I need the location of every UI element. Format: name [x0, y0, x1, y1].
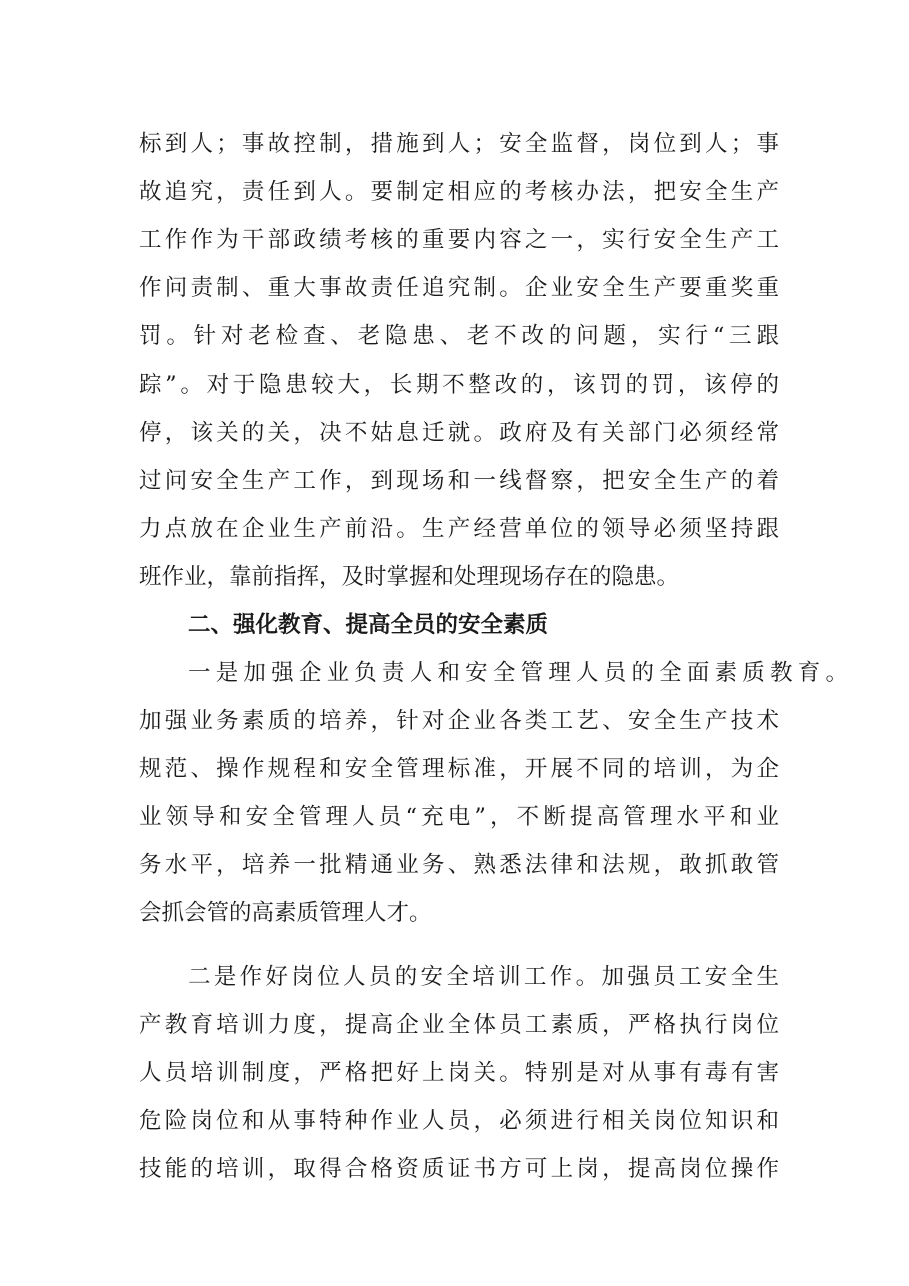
text-line: 会抓会管的高素质管理人才。: [139, 900, 432, 926]
text-line: 力点放在企业生产前沿。生产经营单位的领导必须坚持跟: [139, 516, 779, 542]
text-line: 停，该关的关，决不姑息迁就。政府及有关部门必须经常: [139, 420, 779, 446]
text-line: 罚。针对老检查、老隐患、老不改的问题，实行“三跟: [139, 323, 779, 349]
text-line: 技能的培训，取得合格资质证书方可上岗，提高岗位操作: [139, 1156, 779, 1182]
text-line: 业领导和安全管理人员“充电”，不断提高管理水平和业: [139, 804, 779, 830]
text-line: 工作作为干部政绩考核的重要内容之一，实行安全生产工: [139, 227, 779, 253]
text-line: 二是作好岗位人员的安全培训工作。加强员工安全生: [188, 964, 779, 990]
text-line: 作问责制、重大事故责任追究制。企业安全生产要重奖重: [139, 275, 779, 301]
text-line: 踪”。对于隐患较大，长期不整改的，该罚的罚，该停的: [139, 372, 779, 398]
section-heading: 二、强化教育、提高全员的安全素质: [188, 612, 549, 638]
text-line: 规范、操作规程和安全管理标准，开展不同的培训，为企: [139, 756, 779, 782]
text-line: 标到人；事故控制，措施到人；安全监督，岗位到人；事: [139, 131, 779, 157]
text-line: 故追究，责任到人。要制定相应的考核办法，把安全生产: [139, 179, 779, 205]
text-line: 一是加强企业负责人和安全管理人员的全面素质教育。: [188, 660, 848, 686]
text-line: 加强业务素质的培养，针对企业各类工艺、安全生产技术: [139, 708, 779, 734]
text-line: 务水平，培养一批精通业务、熟悉法律和法规，敢抓敢管: [139, 852, 779, 878]
text-line: 危险岗位和从事特种作业人员，必须进行相关岗位知识和: [139, 1108, 779, 1134]
text-line: 过问安全生产工作，到现场和一线督察，把安全生产的着: [139, 468, 779, 494]
text-line: 人员培训制度，严格把好上岗关。特别是对从事有毒有害: [139, 1060, 779, 1086]
text-line: 班作业，靠前指挥，及时掌握和处理现场存在的隐患。: [139, 564, 680, 590]
text-line: 产教育培训力度，提高企业全体员工素质，严格执行岗位: [139, 1012, 779, 1038]
